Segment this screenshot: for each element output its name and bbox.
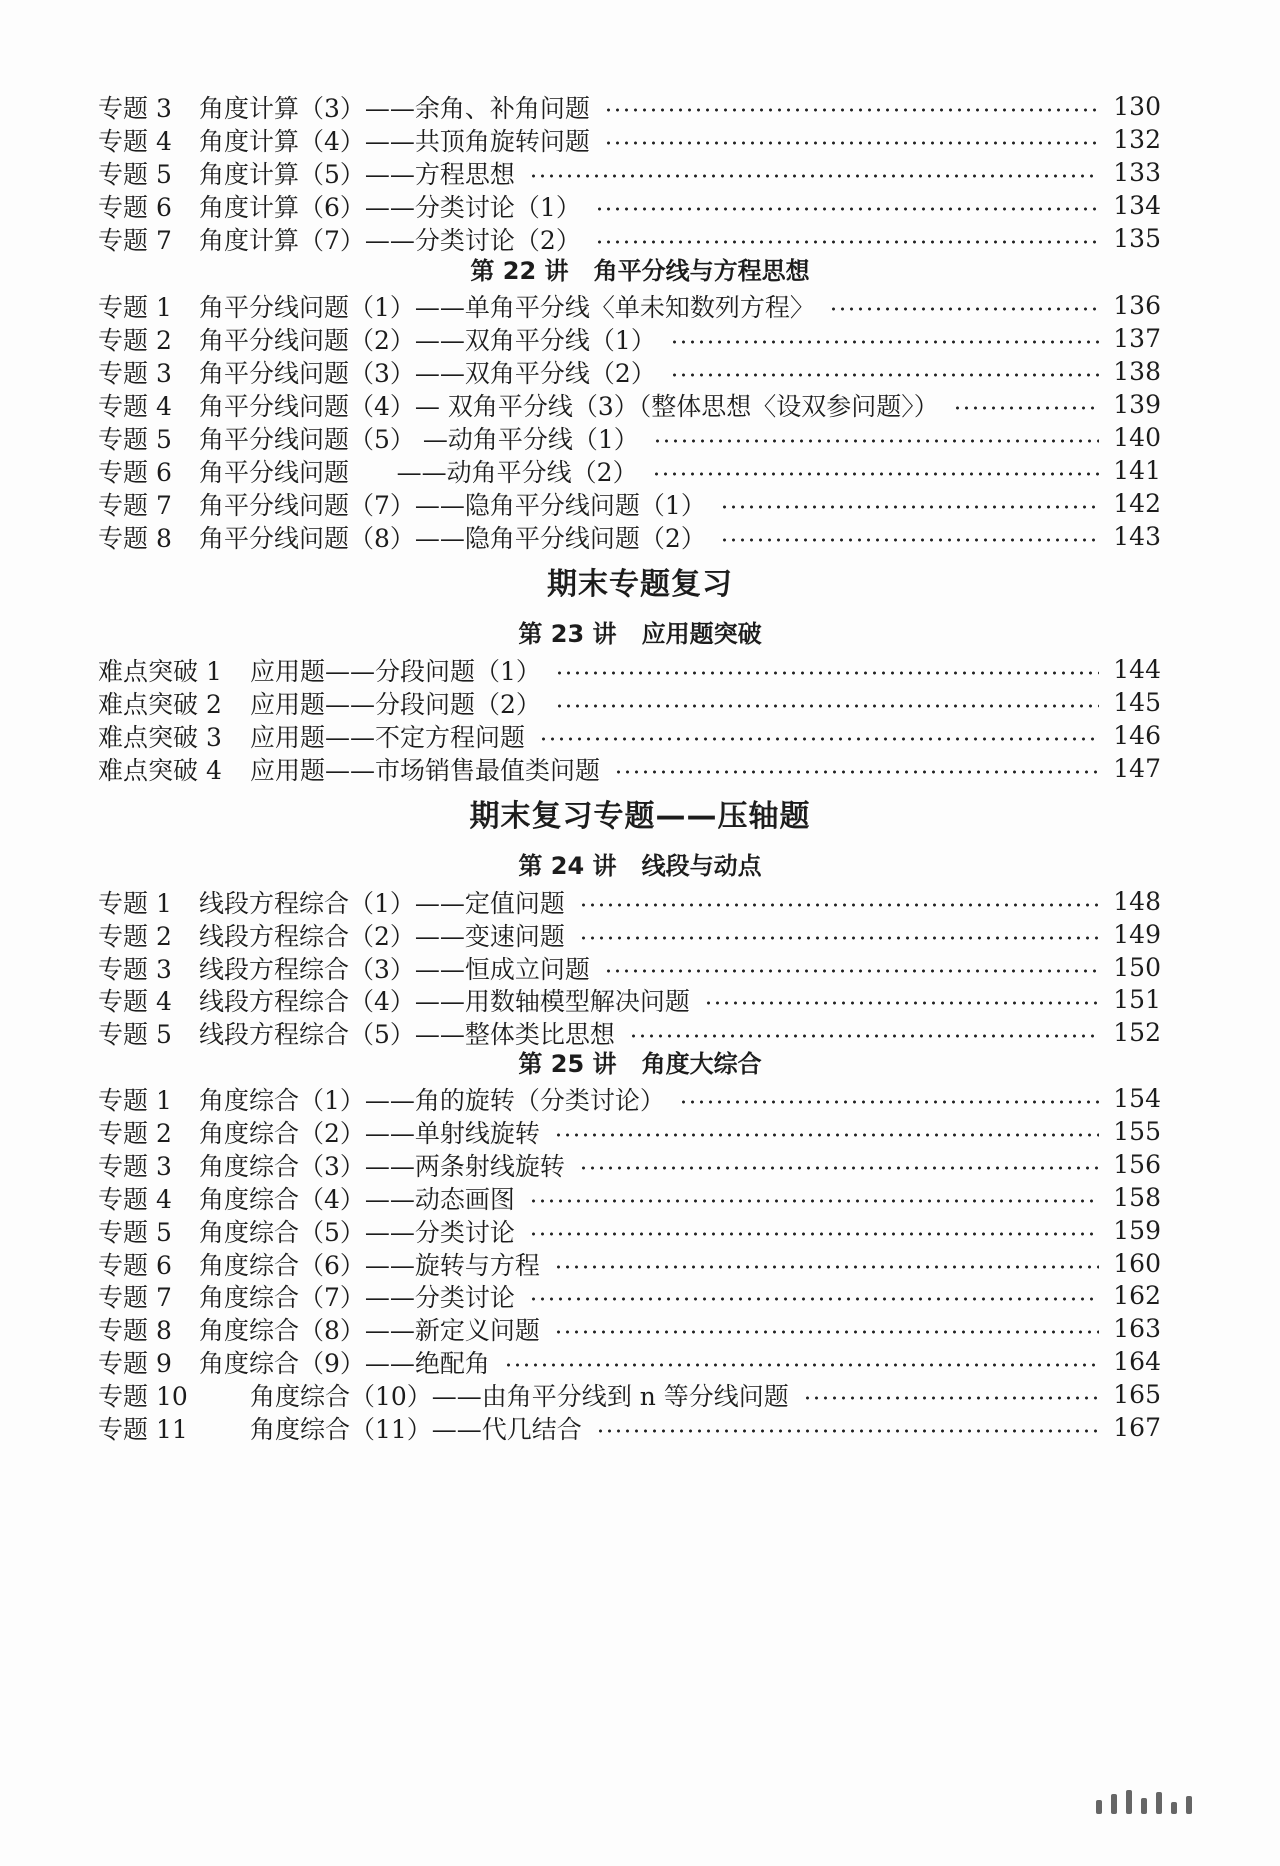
entry-label: 专题 6 — [98, 457, 172, 487]
entry-label: 专题 4 — [98, 391, 172, 421]
entry-title: 角度计算（4）——共顶角旋转问题 — [199, 126, 590, 156]
entry-title: 角度计算（6）——分类讨论（1） — [199, 192, 581, 222]
page-number: 138 — [1113, 357, 1161, 386]
entry-label: 难点突破 1 — [98, 656, 222, 686]
entry-label: 专题 6 — [98, 192, 172, 222]
dot-leader — [720, 503, 1099, 511]
entry-title: 应用题——分段问题（1） — [250, 656, 541, 686]
dot-leader — [604, 106, 1099, 114]
page-number: 163 — [1113, 1314, 1161, 1343]
entry-title: 角度综合（11）——代几结合 — [250, 1414, 582, 1444]
entry-label: 专题 7 — [98, 225, 172, 255]
entry-label: 专题 4 — [98, 126, 172, 156]
dot-leader — [953, 404, 1100, 412]
dot-leader — [529, 1295, 1099, 1303]
page-number: 164 — [1113, 1347, 1161, 1376]
dot-leader — [579, 934, 1099, 942]
page-number: 130 — [1113, 92, 1161, 121]
lecture-heading: 第 23 讲 应用题突破 — [518, 620, 762, 648]
dot-leader — [629, 1032, 1099, 1040]
dot-leader — [539, 735, 1099, 743]
dot-leader — [554, 1263, 1099, 1271]
entry-title: 角度综合（7）——分类讨论 — [199, 1282, 515, 1312]
entry-label: 专题 6 — [98, 1250, 172, 1280]
entry-title: 角度综合（9）——绝配角 — [199, 1348, 490, 1378]
dot-leader — [829, 305, 1099, 313]
dot-leader — [504, 1361, 1099, 1369]
entry-title: 角度综合（4）——动态画图 — [199, 1184, 515, 1214]
page-number: 136 — [1113, 291, 1161, 320]
entry-label: 专题 1 — [98, 888, 172, 918]
entry-title: 角度综合（6）——旋转与方程 — [199, 1250, 540, 1280]
entry-title: 角平分线问题（1）——单角平分线〈单未知数列方程〉 — [199, 292, 815, 322]
dot-leader — [529, 1197, 1099, 1205]
entry-title: 角平分线问题 ——动角平分线（2） — [199, 457, 638, 487]
entry-title: 角度综合（2）——单射线旋转 — [199, 1118, 540, 1148]
entry-label: 专题 7 — [98, 1282, 172, 1312]
entry-title: 线段方程综合（5）——整体类比思想 — [199, 1019, 615, 1049]
entry-title: 角度计算（7）——分类讨论（2） — [199, 225, 581, 255]
entry-label: 难点突破 4 — [98, 755, 222, 785]
entry-label: 专题 9 — [98, 1348, 172, 1378]
entry-label: 专题 5 — [98, 1217, 172, 1247]
dot-leader — [679, 1098, 1099, 1106]
page-number: 160 — [1113, 1249, 1161, 1278]
dot-leader — [652, 470, 1100, 478]
entry-label: 专题 5 — [98, 159, 172, 189]
page-number: 155 — [1113, 1117, 1161, 1146]
page-number: 139 — [1113, 390, 1161, 419]
entry-label: 专题 2 — [98, 325, 172, 355]
page-number: 152 — [1113, 1018, 1161, 1047]
entry-title: 线段方程综合（1）——定值问题 — [199, 888, 565, 918]
entry-title: 角平分线问题（5） —动角平分线（1） — [199, 424, 639, 454]
page-number: 162 — [1113, 1281, 1161, 1310]
entry-title: 角平分线问题（2）——双角平分线（1） — [199, 325, 656, 355]
page-number: 154 — [1113, 1084, 1161, 1113]
dot-leader — [596, 1427, 1099, 1435]
entry-title: 角度计算（3）——余角、补角问题 — [199, 93, 590, 123]
entry-label: 专题 3 — [98, 93, 172, 123]
section-heading: 期末专题复习 — [547, 567, 733, 602]
entry-label: 专题 3 — [98, 954, 172, 984]
page-number: 142 — [1113, 489, 1161, 518]
dot-leader — [529, 172, 1099, 180]
entry-title: 角平分线问题（3）——双角平分线（2） — [199, 358, 656, 388]
entry-title: 角度计算（5）——方程思想 — [199, 159, 515, 189]
dot-leader — [720, 536, 1099, 544]
entry-label: 专题 11 — [98, 1414, 188, 1444]
dot-leader — [554, 1131, 1099, 1139]
entry-title: 应用题——分段问题（2） — [250, 689, 541, 719]
dot-leader — [555, 669, 1099, 677]
page-number: 165 — [1113, 1380, 1161, 1409]
page-number: 159 — [1113, 1216, 1161, 1245]
page-number: 144 — [1113, 655, 1161, 684]
entry-title: 角度综合（3）——两条射线旋转 — [199, 1151, 565, 1181]
entry-label: 专题 4 — [98, 986, 172, 1016]
dot-leader — [595, 238, 1099, 246]
dot-leader — [595, 205, 1099, 213]
entry-title: 线段方程综合（4）——用数轴模型解决问题 — [199, 986, 690, 1016]
dot-leader — [604, 967, 1099, 975]
entry-label: 专题 2 — [98, 921, 172, 951]
entry-title: 线段方程综合（3）——恒成立问题 — [199, 954, 590, 984]
dot-leader — [554, 1328, 1099, 1336]
page-number: 156 — [1113, 1150, 1161, 1179]
page-number: 150 — [1113, 953, 1161, 982]
page-number: 140 — [1113, 423, 1161, 452]
entry-label: 专题 3 — [98, 358, 172, 388]
entry-label: 专题 8 — [98, 523, 172, 553]
dot-leader — [604, 139, 1099, 147]
entry-label: 难点突破 2 — [98, 689, 222, 719]
page-number: 143 — [1113, 522, 1161, 551]
lecture-heading: 第 25 讲 角度大综合 — [518, 1050, 762, 1078]
entry-title: 角平分线问题（7）——隐角平分线问题（1） — [199, 490, 706, 520]
page-number: 137 — [1113, 324, 1161, 353]
entry-label: 专题 4 — [98, 1184, 172, 1214]
entry-title: 线段方程综合（2）——变速问题 — [199, 921, 565, 951]
dot-leader — [670, 371, 1099, 379]
lecture-heading: 第 24 讲 线段与动点 — [518, 852, 762, 880]
dot-leader — [579, 901, 1099, 909]
dot-leader — [653, 437, 1100, 445]
entry-title: 角度综合（5）——分类讨论 — [199, 1217, 515, 1247]
page-number: 145 — [1113, 688, 1161, 717]
entry-title: 角平分线问题（8）——隐角平分线问题（2） — [199, 523, 706, 553]
dot-leader — [704, 999, 1099, 1007]
page-number: 132 — [1113, 125, 1161, 154]
toc-entry — [98, 749, 1161, 788]
section-heading: 期末复习专题——压轴题 — [469, 799, 811, 834]
page-number: 149 — [1113, 920, 1161, 949]
dot-leader — [579, 1164, 1099, 1172]
entry-label: 专题 1 — [98, 1085, 172, 1115]
entry-title: 角平分线问题（4）— 双角平分线（3）（整体思想〈设双参问题〉） — [199, 391, 939, 421]
entry-title: 角度综合（1）——角的旋转（分类讨论） — [199, 1085, 665, 1115]
corner-bar-mark — [1096, 1788, 1246, 1814]
page-number: 148 — [1113, 887, 1161, 916]
entry-label: 专题 8 — [98, 1315, 172, 1345]
page-number: 147 — [1113, 754, 1161, 783]
entry-title: 应用题——不定方程问题 — [250, 722, 526, 752]
dot-leader — [529, 1230, 1099, 1238]
entry-label: 专题 7 — [98, 490, 172, 520]
page-number: 158 — [1113, 1183, 1161, 1212]
toc-entry — [98, 1408, 1161, 1447]
toc-entry — [98, 517, 1161, 556]
page-number: 151 — [1113, 985, 1161, 1014]
dot-leader — [670, 338, 1099, 346]
page-number: 167 — [1113, 1413, 1161, 1442]
page-number: 146 — [1113, 721, 1161, 750]
dot-leader — [803, 1394, 1099, 1402]
entry-title: 角度综合（8）——新定义问题 — [199, 1315, 540, 1345]
entry-title: 角度综合（10）——由角平分线到 n 等分线问题 — [250, 1381, 789, 1411]
entry-label: 专题 10 — [98, 1381, 188, 1411]
entry-label: 难点突破 3 — [98, 722, 222, 752]
dot-leader — [555, 702, 1099, 710]
page-number: 133 — [1113, 158, 1161, 187]
page-number: 134 — [1113, 191, 1161, 220]
entry-label: 专题 5 — [98, 1019, 172, 1049]
entry-label: 专题 5 — [98, 424, 172, 454]
entry-title: 应用题——市场销售最值类问题 — [250, 755, 601, 785]
lecture-heading: 第 22 讲 角平分线与方程思想 — [470, 257, 810, 285]
dot-leader — [614, 768, 1099, 776]
page-number: 141 — [1113, 456, 1161, 485]
entry-label: 专题 3 — [98, 1151, 172, 1181]
entry-label: 专题 1 — [98, 292, 172, 322]
entry-label: 专题 2 — [98, 1118, 172, 1148]
page-number: 135 — [1113, 224, 1161, 253]
